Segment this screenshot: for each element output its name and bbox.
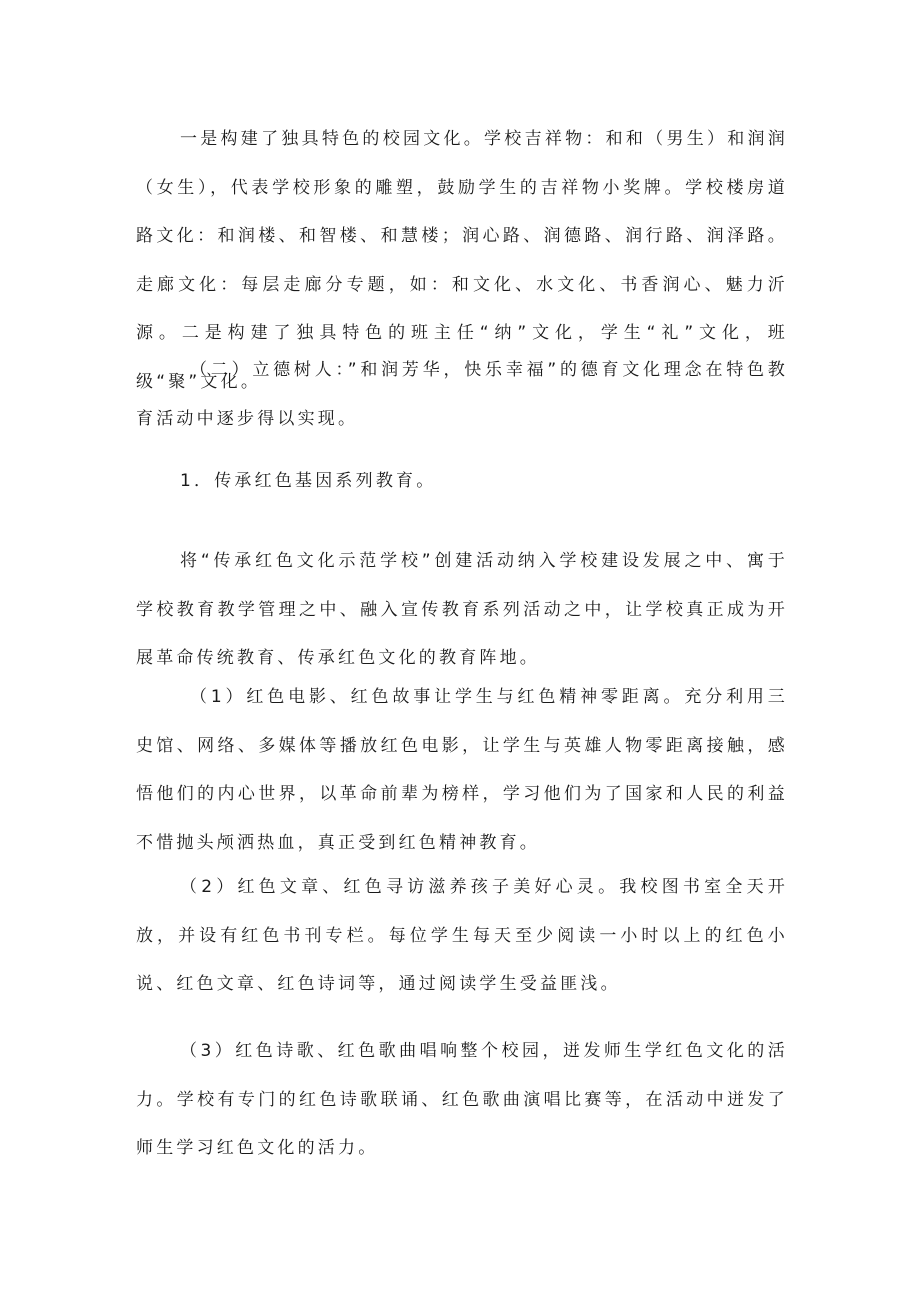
section-heading-red-gene: 1．传承红色基因系列教育。 bbox=[180, 471, 437, 491]
paragraph-red-articles: （2）红色文章、红色寻访滋养孩子美好心灵。我校图书室全天开放，并设有红色书刊专栏。每位学生每天至少阅读一小时以上的红色小说、红色文章、红色诗词等，通过阅读学生受益匪浅。 bbox=[136, 877, 788, 994]
paragraph-red-films: （1）红色电影、红色故事让学生与红色精神零距离。充分利用三史馆、网络、多媒体等播放红色电影，让学生与英雄人物零距离接触，感悟他们的内心世界，以革命前辈为榜样，学习他们为了国家和人民的利益不惜抛头颅洒热血，真正受到红色精神教育。 bbox=[136, 687, 788, 853]
paragraph-red-songs: （3）红色诗歌、红色歌曲唱响整个校园，迸发师生学红色文化的活力。学校有专门的红色诗歌联诵、红色歌曲演唱比赛等，在活动中迸发了师生学习红色文化的活力。 bbox=[136, 1041, 788, 1158]
paragraph-moral-education: （二）立德树人：”和润芳华，快乐幸福”的德育文化理念在特色教育活动中逐步得以实现。 bbox=[136, 360, 788, 429]
paragraph-campus-culture: 一是构建了独具特色的校园文化。学校吉祥物：和和（男生）和润润（女生），代表学校形象的雕塑，鼓励学生的吉祥物小奖牌。学校楼房道路文化：和润楼、和智楼、和慧楼；润心路、润德路、润行路、润泽路。走廊文化：每层走廊分专题，如：和文化、水文化、书香润心、魅力沂源。二是构建了独具特色的班主任“纳”文化，学生“礼”文化，班级“聚”文化。 bbox=[136, 129, 788, 392]
paragraph-red-culture-school: 将“传承红色文化示范学校”创建活动纳入学校建设发展之中、寓于学校教育教学管理之中、融入宣传教育系列活动之中，让学校真正成为开展革命传统教育、传承红色文化的教育阵地。 bbox=[136, 551, 788, 668]
